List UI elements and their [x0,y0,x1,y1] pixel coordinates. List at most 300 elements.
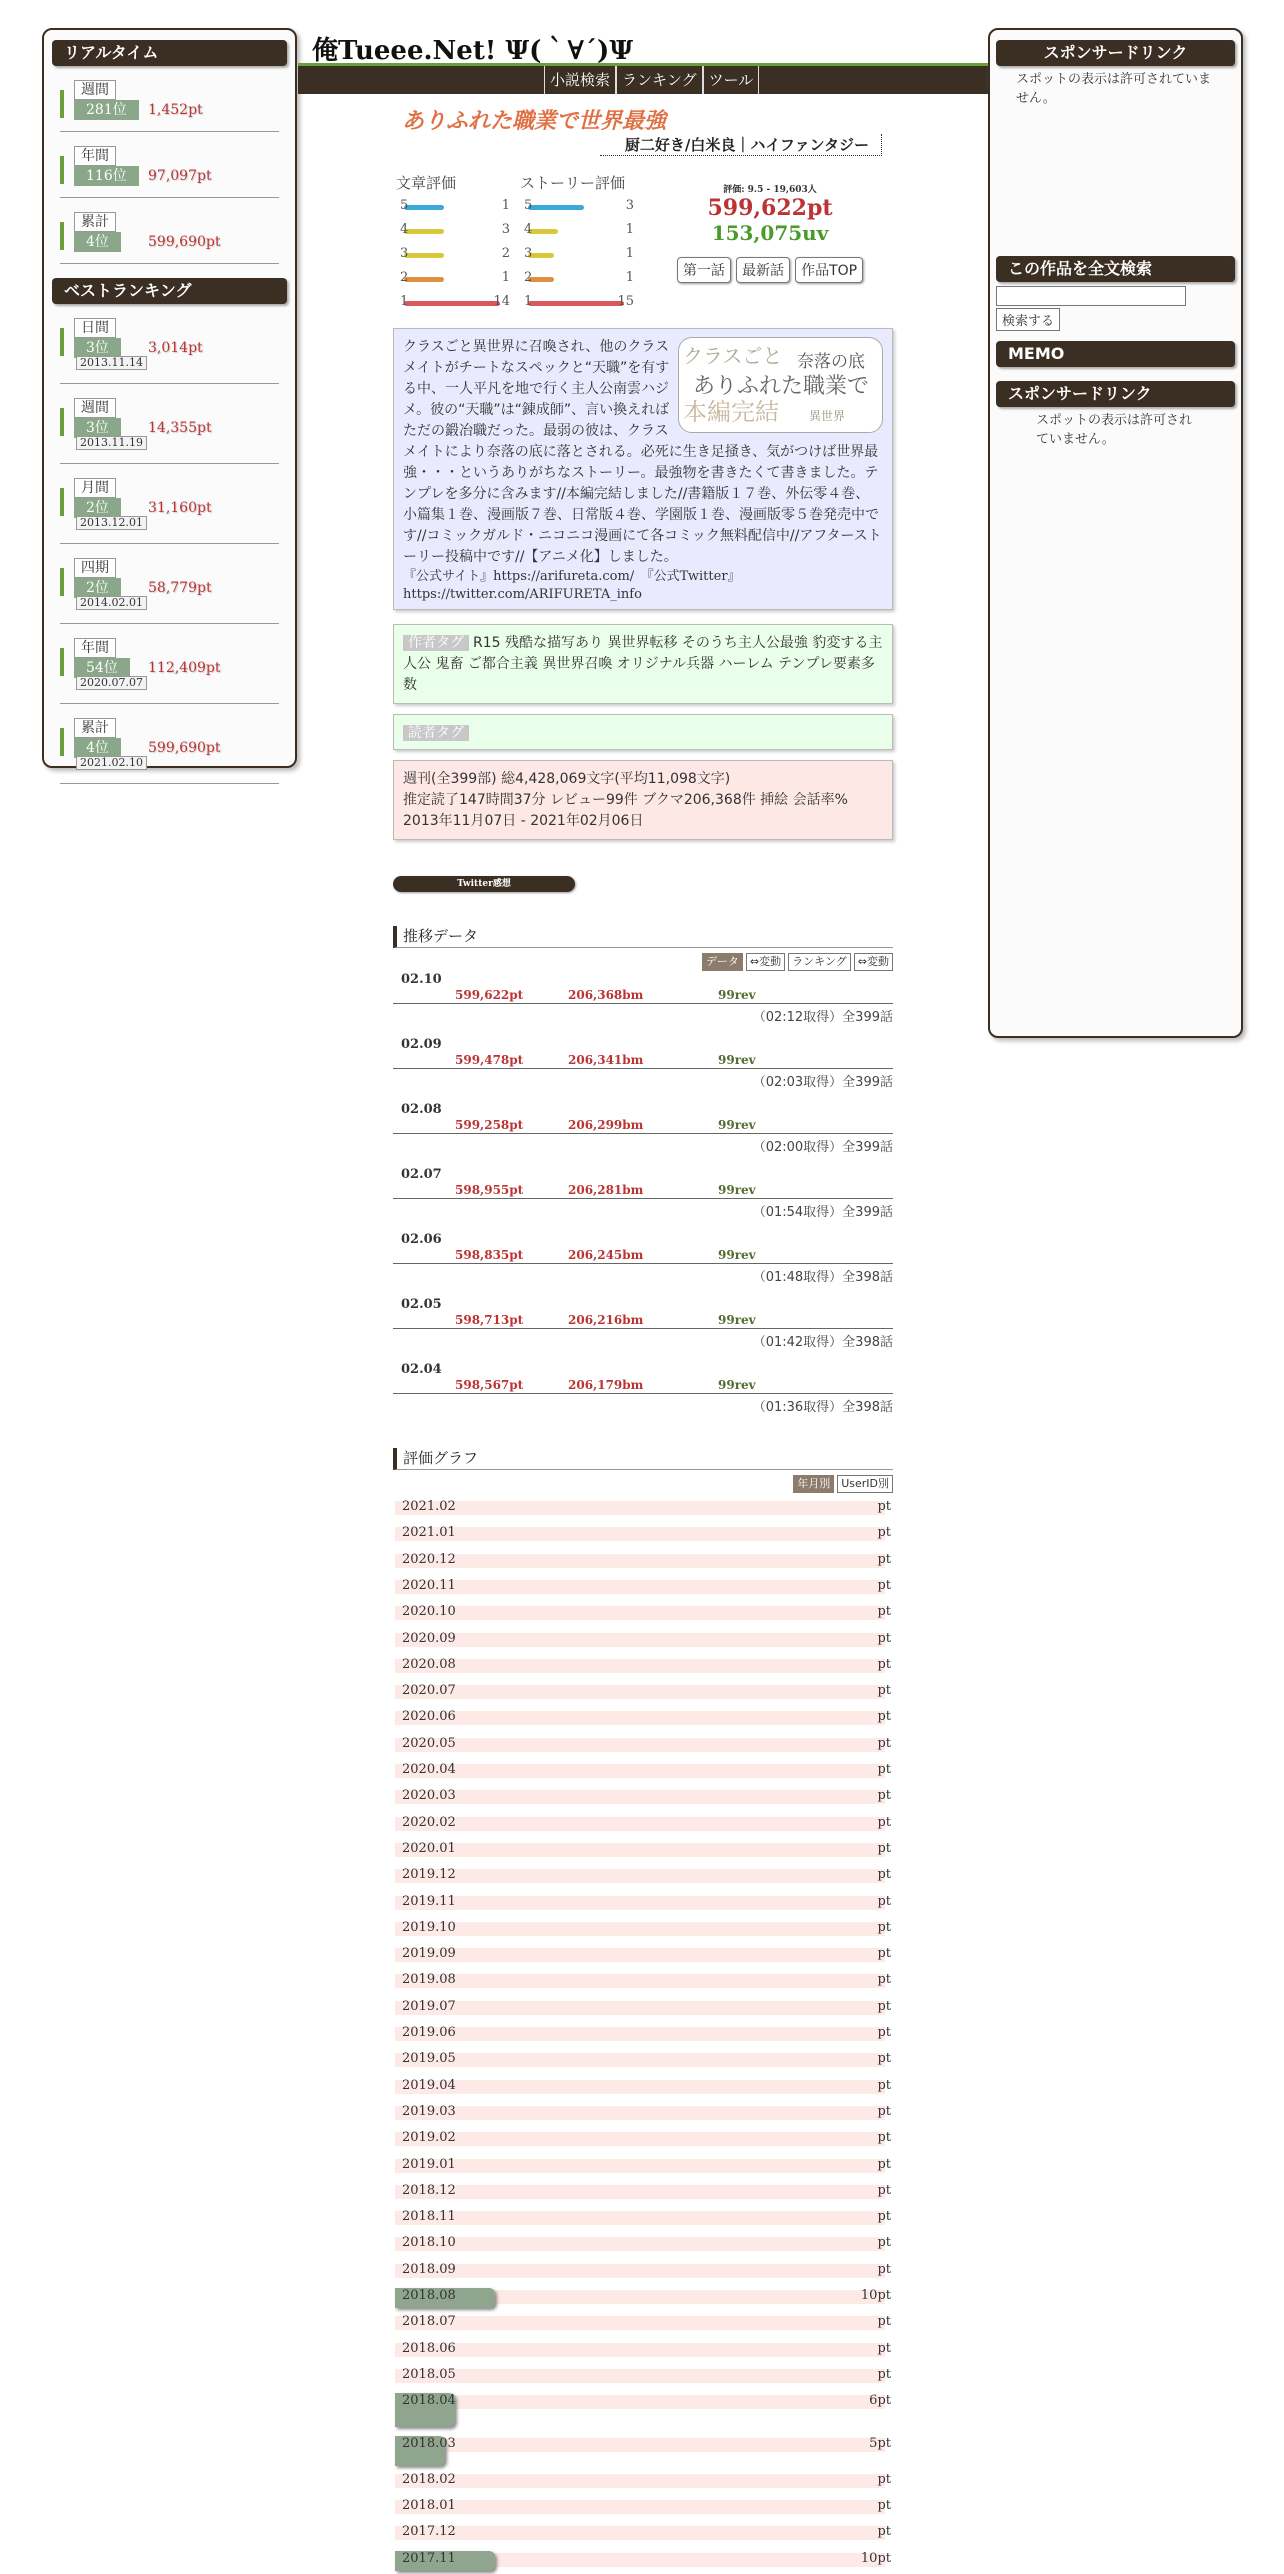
graph-month: 2017.11 [402,2550,456,2566]
row-date: 02.09 [401,1037,442,1052]
row-reviews: 99rev [718,1378,756,1392]
graph-row [395,2495,893,2521]
graph-points: pt [877,2366,891,2382]
graph-month: 2019.02 [402,2130,456,2146]
row-fetch-info: （01:54取得）全399話 [752,1205,893,1220]
row-date: 02.10 [401,972,442,987]
reader-tags-box [393,714,893,750]
rank-position: 2位 [74,498,121,518]
rank-points: 599,690pt [148,740,221,756]
rank-bar [60,728,64,756]
graph-row [395,1522,893,1548]
graph-row [395,2232,893,2258]
graph-track [395,2053,885,2067]
graph-month: 2018.11 [402,2209,456,2225]
nav-ranking[interactable]: ランキング [616,66,703,94]
novel-title[interactable]: ありふれた職業で世界最強 [402,108,667,134]
reader-tag-label: 読者タグ [403,725,469,741]
transition-heading: 推移データ [393,926,893,948]
graph-track [395,2132,885,2146]
first-episode-button[interactable]: 第一話 [677,257,731,283]
graph-points: pt [877,1788,891,1804]
row-date: 02.04 [401,1362,442,1377]
score-level: 4 [524,222,533,237]
rank-date: 2013.11.14 [76,356,147,370]
rank-bar [60,408,64,436]
score-row [396,266,510,290]
rank-period: 年間 [74,146,116,166]
row-bookmarks: 206,299bm [568,1118,644,1132]
score-bar [404,205,444,210]
score-row [520,242,634,266]
graph-row [395,1943,893,1969]
graph-row [395,1549,893,1575]
graph-month: 2020.10 [402,1604,456,1620]
unique-visitors: 153,075uv [711,221,829,245]
transition-row [393,1035,893,1099]
graph-row [395,1785,893,1811]
row-divider [393,1393,893,1394]
graph-points: pt [877,1998,891,2014]
rank-bar [60,222,64,250]
graph-row [395,2390,893,2432]
score-count: 15 [617,294,634,309]
stats-line-2: 推定読了147時間37分 レビュー99件 ブクマ206,368件 挿絵 会話率% [403,792,848,808]
score-count: 2 [501,246,510,261]
graph-points: 10pt [860,2288,891,2303]
stats-box [393,760,893,840]
graph-points: pt [877,1604,891,1620]
row-bookmarks: 206,216bm [568,1313,644,1327]
graph-points: 10pt [860,2550,891,2566]
stats-line-3: 2013年11月07日 - 2021年02月06日 [403,813,644,829]
score-bar [404,253,444,258]
author-tags-box [393,624,893,704]
row-date: 02.06 [401,1232,442,1247]
graph-month: 2019.04 [402,2077,456,2093]
graph-row [395,2285,893,2311]
graph-month: 2018.06 [402,2340,456,2356]
nav-bar [298,66,988,94]
graph-row [395,2101,893,2127]
rank-date: 2013.12.01 [76,516,147,530]
graph-points: 5pt [869,2435,891,2451]
graph-month: 2018.05 [402,2366,456,2382]
graph-month: 2019.08 [402,1972,456,1988]
sponsor2-heading: スポンサードリンク [996,381,1235,407]
graph-points: pt [877,1656,891,1672]
tab-by-userid[interactable]: UserID別 [837,1475,893,1493]
graph-points: pt [877,1919,891,1935]
row-fetch-info: （01:36取得）全398話 [752,1400,893,1415]
graph-points: pt [877,1762,891,1777]
graph-row [395,2311,893,2337]
graph-track [395,1606,885,1620]
graph-month: 2018.08 [402,2288,456,2303]
graph-points: pt [877,2498,891,2514]
graph-row [395,2469,893,2495]
best-ranking-item[interactable] [60,638,279,704]
rank-points: 599,690pt [148,234,221,250]
rank-points: 14,355pt [148,420,212,436]
site-header [298,28,988,66]
graph-month: 2019.05 [402,2051,456,2067]
rank-date: 2014.02.01 [76,596,147,610]
score-level: 3 [524,246,533,261]
graph-track [395,2027,885,2041]
graph-points: pt [877,1946,891,1962]
rank-points: 1,452pt [148,102,203,118]
row-divider [393,1068,893,1069]
nav-novel-search[interactable]: 小説検索 [544,66,616,94]
graph-month: 2018.03 [402,2435,456,2451]
tab-data[interactable]: データ [702,953,743,971]
graph-row [395,2364,893,2390]
rank-points: 3,014pt [148,340,203,356]
search-button[interactable]: 検索する [996,308,1060,331]
row-bookmarks: 206,341bm [568,1053,644,1067]
graph-month: 2020.02 [402,1814,456,1830]
row-divider [393,1198,893,1199]
score-row [396,290,510,314]
graph-track [395,2526,885,2540]
score-level: 3 [400,246,409,261]
rank-date: 2013.11.19 [76,436,147,450]
right-sidebar [988,28,1243,1038]
score-level: 1 [400,294,409,309]
summary-box [393,328,893,610]
row-points: 598,835pt [455,1248,524,1262]
rank-bar [60,568,64,596]
score-row [396,242,510,266]
score-row [520,218,634,242]
graph-month: 2021.02 [402,1499,456,1514]
realtime-heading: リアルタイム [52,40,287,66]
bunsho-heading: 文章評価 [396,174,457,192]
score-row [520,290,634,314]
graph-month: 2019.01 [402,2156,456,2172]
transition-row [393,1100,893,1164]
row-fetch-info: （01:48取得）全398話 [752,1270,893,1285]
best-ranking-heading: ベストランキング [52,278,287,304]
score-count: 3 [625,198,634,213]
rank-position: 2位 [74,578,121,598]
rank-position: 4位 [74,738,121,758]
rank-period: 日間 [74,318,116,338]
graph-row [395,2127,893,2153]
graph-points: pt [877,1525,891,1541]
graph-points: pt [877,1893,891,1909]
score-row [396,194,510,218]
rank-period: 年間 [74,638,116,658]
row-bookmarks: 206,368bm [568,988,644,1002]
graph-track [395,2237,885,2251]
rank-points: 31,160pt [148,500,212,516]
row-reviews: 99rev [718,1313,756,1327]
row-fetch-info: （02:00取得）全399話 [752,1140,893,1155]
graph-month: 2021.01 [402,1525,456,1541]
score-level: 1 [524,294,533,309]
realtime-item[interactable] [60,146,279,198]
row-points: 599,622pt [455,988,524,1002]
graph-points: pt [877,2130,891,2146]
rank-period: 週間 [74,398,116,418]
graph-track [395,2211,885,2225]
score-bar [404,229,444,234]
row-bookmarks: 206,179bm [568,1378,644,1392]
graph-row [395,1575,893,1601]
transition-row [393,1230,893,1294]
graph-points: pt [877,2077,891,2093]
rank-bar [60,648,64,676]
graph-row [395,1969,893,1995]
bunsho-bars [396,194,510,314]
graph-track [395,1501,885,1515]
graph-points: pt [877,2261,891,2277]
rank-points: 112,409pt [148,660,221,676]
graph-track [395,2435,885,2452]
score-level: 2 [400,270,409,285]
graph-row [395,2548,893,2574]
graph-points: pt [877,1630,891,1646]
graph-row [395,1680,893,1706]
graph-points: pt [877,1867,891,1883]
graph-track [395,2500,885,2514]
fulltext-search-input[interactable] [996,286,1186,306]
rank-position: 3位 [74,338,121,358]
graph-row [395,2154,893,2180]
graph-points: pt [877,2051,891,2067]
site-logo[interactable]: 俺Tueee.Net! Ψ(｀∀´)Ψ [312,36,634,66]
best-ranking-item[interactable] [60,558,279,624]
latest-episode-button[interactable]: 最新話 [736,257,790,283]
graph-row [395,1706,893,1732]
score-level: 4 [400,222,409,237]
graph-row [395,1496,893,1522]
graph-month: 2020.08 [402,1656,456,1672]
sponsor-heading: スポンサードリンク [996,40,1235,66]
tab-ranking[interactable]: ランキング [788,953,851,971]
graph-row [395,2075,893,2101]
graph-points: pt [877,1551,891,1567]
graph-track [395,1948,885,1962]
row-points: 599,258pt [455,1118,524,1132]
graph-month: 2020.09 [402,1630,456,1646]
graph-track [395,1711,885,1725]
rank-position: 3位 [74,418,121,438]
row-bookmarks: 206,281bm [568,1183,644,1197]
author-genre[interactable]: 厨二好き/白米良｜ハイファンタジー [600,134,882,156]
score-row [396,218,510,242]
rating-note: 評価: 9.5 - 19,603人 [723,185,817,195]
graph-points: pt [877,1577,891,1593]
graph-month: 2019.07 [402,1998,456,2014]
transition-row [393,1295,893,1359]
twitter-feedback-button[interactable]: Twitter感想 [393,876,575,892]
row-points: 598,955pt [455,1183,524,1197]
rank-period: 累計 [74,212,116,232]
row-bookmarks: 206,245bm [568,1248,644,1262]
sponsor-text: スポットの表示は許可されていません。 [1016,72,1212,106]
score-count: 1 [625,270,634,285]
score-count: 1 [501,270,510,285]
graph-row [395,2521,893,2547]
graph-points: pt [877,2103,891,2119]
graph-month: 2018.07 [402,2314,456,2330]
row-fetch-info: （02:03取得）全399話 [752,1075,893,1090]
graph-row [395,1601,893,1627]
graph-month: 2020.05 [402,1735,456,1751]
graph-row [395,2022,893,2048]
graph-month: 2018.09 [402,2261,456,2277]
row-date: 02.08 [401,1102,442,1117]
score-row [520,266,634,290]
rank-position: 54位 [74,658,130,678]
graph-track [395,1764,885,1778]
graph-track [395,2316,885,2330]
tab-data-change[interactable]: ⇔変動 [746,953,785,971]
graph-points: pt [877,2156,891,2172]
graph-section [393,1448,893,1493]
rank-period: 四期 [74,558,116,578]
memo-heading[interactable]: MEMO [996,341,1235,367]
score-count: 14 [493,294,510,309]
rank-date: 2021.02.10 [76,756,147,770]
score-row [520,194,634,218]
rank-period: 累計 [74,718,116,738]
score-count: 1 [501,198,510,213]
graph-month: 2019.03 [402,2103,456,2119]
nav-tools[interactable]: ツール [703,66,760,94]
graph-points: pt [877,1683,891,1699]
best-ranking-item[interactable] [60,718,279,784]
score-bar [528,301,624,306]
author-line [600,134,882,156]
graph-track [395,1527,885,1541]
row-reviews: 99rev [718,988,756,1002]
graph-row [395,2206,893,2232]
graph-heading: 評価グラフ [393,1448,893,1470]
graph-row [395,2338,893,2364]
best-ranking-list [52,318,287,784]
novel-top-button[interactable]: 作品TOP [795,257,863,283]
author-tags[interactable]: R15 残酷な描写あり 異世界転移 そのうち主人公最強 豹変する主人公 鬼畜 ご都合主義 異世界召喚 オリジナル兵器 ハーレム テンプレ要素多数 [403,635,883,693]
transition-row [393,1165,893,1229]
graph-month: 2019.11 [402,1893,456,1909]
row-points: 598,713pt [455,1313,524,1327]
official-links[interactable]: 『公式サイト』https://arifureta.com/ 『公式Twitter』https://twitter.com/ARIFURETA_info [403,569,741,602]
graph-month: 2020.04 [402,1762,456,1777]
transition-row [393,970,893,1034]
graph-month: 2020.01 [402,1840,456,1856]
graph-month: 2019.12 [402,1867,456,1883]
realtime-item[interactable] [60,80,279,132]
best-ranking-item[interactable] [60,398,279,464]
rank-period: 月間 [74,478,116,498]
graph-row [395,1812,893,1838]
graph-month: 2018.12 [402,2182,456,2198]
graph-month: 2018.01 [402,2498,456,2514]
graph-points: pt [877,2340,891,2356]
rank-points: 58,779pt [148,580,212,596]
graph-points: pt [877,2025,891,2040]
graph-points: pt [877,2182,891,2198]
graph-row [395,1628,893,1654]
total-points: 599,622pt [707,195,833,221]
graph-points: pt [877,1814,891,1830]
graph-row [395,2433,893,2469]
graph-row [395,1654,893,1680]
row-reviews: 99rev [718,1183,756,1197]
graph-track [395,1974,885,1988]
score-bar [404,301,500,306]
tab-ranking-change[interactable]: ⇔変動 [854,953,893,971]
graph-points: pt [877,1840,891,1856]
fulltext-search-heading: この作品を全文検索 [996,256,1235,282]
graph-points: pt [877,1972,891,1988]
row-divider [393,1263,893,1264]
graph-points: pt [877,1499,891,1514]
graph-row [395,2048,893,2074]
graph-row [395,1838,893,1864]
stats-line-1: 週刊(全399部) 総4,428,069文字(平均11,098文字) [403,771,731,787]
graph-points: pt [877,1735,891,1751]
graph-month: 2018.10 [402,2235,456,2251]
graph-row [395,2259,893,2285]
graph-row [395,2180,893,2206]
rank-position: 116位 [74,166,139,186]
graph-row [395,1917,893,1943]
graph-track [395,2395,885,2409]
score-summary [670,182,870,283]
rank-bar [60,90,64,118]
graph-points: pt [877,2471,891,2487]
row-reviews: 99rev [718,1053,756,1067]
best-ranking-item[interactable] [60,318,279,384]
row-date: 02.07 [401,1167,442,1182]
row-fetch-info: （01:42取得）全398話 [752,1335,893,1350]
graph-row [395,1891,893,1917]
rank-points: 97,097pt [148,168,212,184]
graph-points: pt [877,2209,891,2225]
tab-by-month[interactable]: 年月別 [793,1475,834,1493]
graph-track [395,1685,885,1699]
rank-bar [60,328,64,356]
score-bar [404,277,444,282]
word-cloud: クラスごと 奈落の底 ありふれた職業で 本編完結 異世界 [678,337,883,433]
graph-month: 2018.04 [402,2393,456,2409]
score-bar [528,229,558,234]
best-ranking-item[interactable] [60,478,279,544]
graph-points: pt [877,2524,891,2540]
graph-track [395,1869,885,1883]
row-reviews: 99rev [718,1118,756,1132]
rank-period: 週間 [74,80,116,100]
rank-date: 2020.07.07 [76,676,147,690]
graph-points: pt [877,1709,891,1725]
graph-row [395,1864,893,1890]
graph-track [395,1790,885,1804]
transition-section [393,926,893,971]
author-tag-label: 作者タグ [403,635,469,651]
score-count: 1 [625,222,634,237]
left-sidebar [42,28,297,768]
graph-month: 2017.12 [402,2524,456,2540]
transition-row [393,1360,893,1424]
realtime-item[interactable] [60,212,279,264]
score-level: 5 [524,198,533,213]
rank-position: 281位 [74,100,139,120]
